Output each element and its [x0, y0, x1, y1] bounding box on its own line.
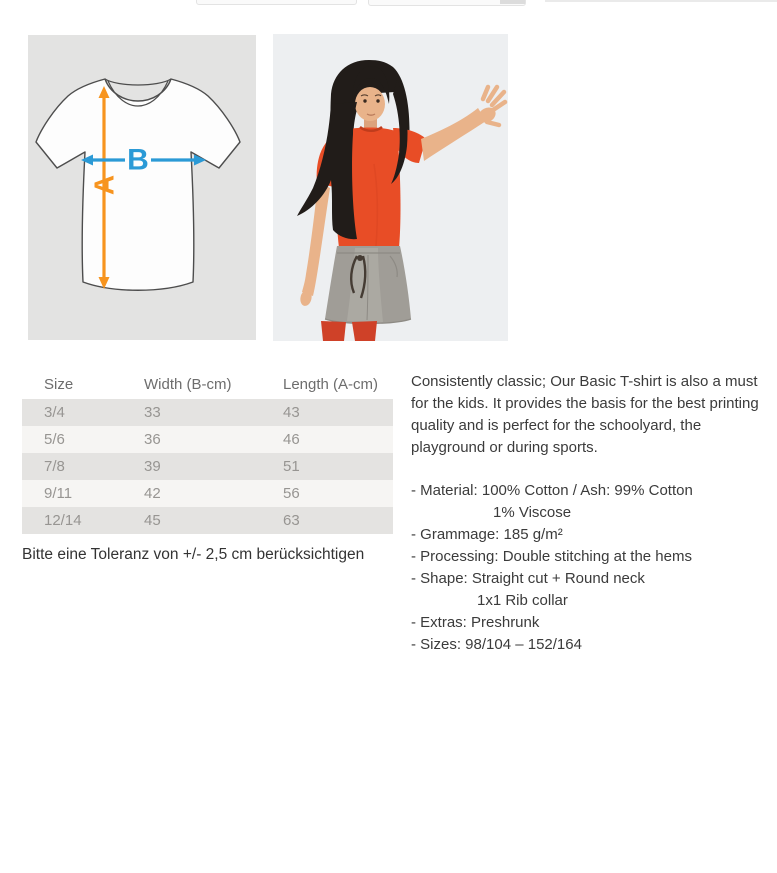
size-cell: 12/14	[22, 507, 144, 534]
width-cell: 36	[144, 426, 283, 453]
description-paragraph: Consistently classic; Our Basic T-shirt is also a must for the kids. It provides the basis for the best printing quality and is perfect for the schoolyard, the playground or during sports.	[411, 373, 759, 456]
length-cell: 56	[283, 480, 393, 507]
description-detail-material-cont: 1% Viscose	[493, 504, 572, 521]
size-table	[22, 370, 393, 534]
top-cropped-chip	[500, 0, 525, 4]
tshirt-measurement-diagram	[28, 35, 256, 340]
top-cropped-card-left	[196, 0, 357, 5]
model-photo-illustration	[273, 34, 508, 341]
length-cell: 51	[283, 453, 393, 480]
product-description	[411, 371, 775, 656]
size-table-row	[22, 507, 393, 534]
measure-b-label: B	[127, 143, 149, 177]
width-cell: 42	[144, 480, 283, 507]
size-cell: 9/11	[22, 480, 144, 507]
size-table-header-row	[22, 370, 393, 399]
size-table-row	[22, 480, 393, 507]
size-table-row	[22, 453, 393, 480]
description-detail-extras: - Extras: Preshrunk	[411, 614, 540, 631]
measure-a-label: A	[88, 174, 120, 196]
measurement-diagram-panel	[28, 35, 256, 340]
width-cell: 45	[144, 507, 283, 534]
column-header-width: Width (B-cm)	[144, 376, 232, 393]
description-detail-shape-cont: 1x1 Rib collar	[477, 592, 568, 609]
model-eye-right	[376, 99, 379, 102]
size-table-row	[22, 399, 393, 426]
size-cell: 5/6	[22, 426, 144, 453]
column-header-length: Length (A-cm)	[283, 376, 379, 393]
tshirt-outline-drawing	[36, 79, 240, 290]
width-cell: 39	[144, 453, 283, 480]
description-detail-shape: - Shape: Straight cut + Round neck	[411, 570, 645, 587]
tolerance-note: Bitte eine Toleranz von +/- 2,5 cm berücksichtigen	[22, 546, 365, 563]
width-cell: 33	[144, 399, 283, 426]
description-detail-material: - Material: 100% Cotton / Ash: 99% Cotton	[411, 482, 693, 499]
length-cell: 63	[283, 507, 393, 534]
size-cell: 3/4	[22, 399, 144, 426]
description-detail-sizes: - Sizes: 98/104 – 152/164	[411, 636, 582, 653]
description-detail-grammage: - Grammage: 185 g/m²	[411, 526, 563, 543]
length-cell: 46	[283, 426, 393, 453]
column-header-size: Size	[44, 376, 74, 393]
size-table-row	[22, 426, 393, 453]
description-detail-processing: - Processing: Double stitching at the hems	[411, 548, 692, 565]
top-cropped-line	[545, 0, 777, 2]
model-skirt	[325, 246, 411, 324]
length-cell: 43	[283, 399, 393, 426]
model-photo-panel	[273, 34, 508, 341]
model-eye-left	[363, 99, 366, 102]
size-cell: 7/8	[22, 453, 144, 480]
